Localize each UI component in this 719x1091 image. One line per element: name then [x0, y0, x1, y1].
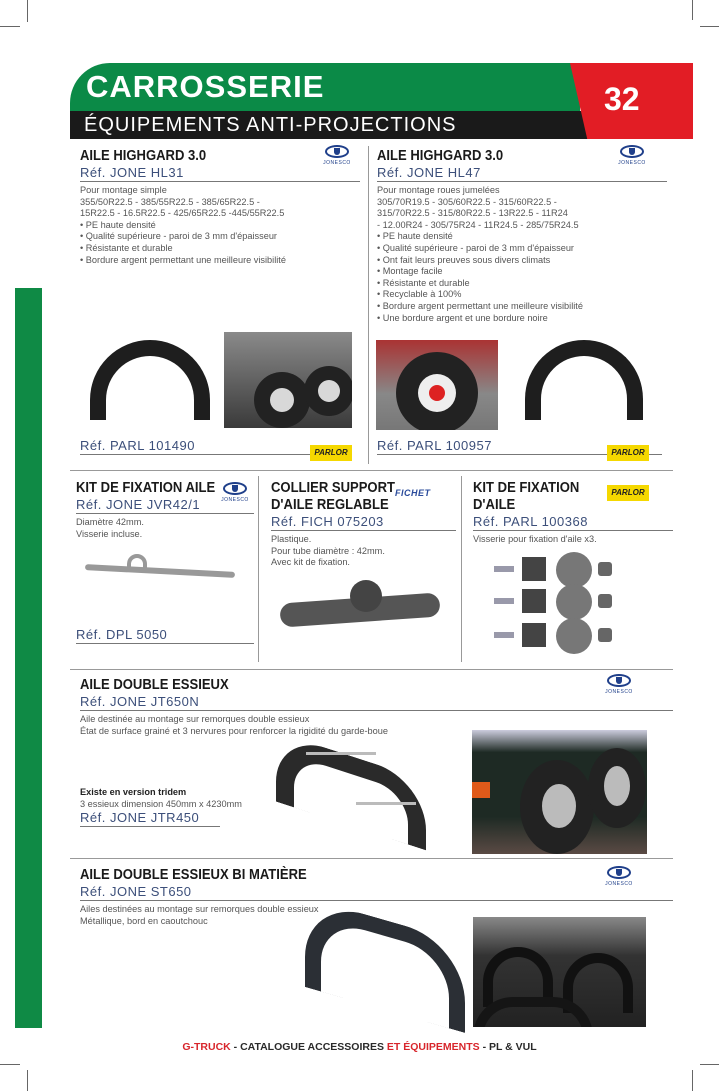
column-divider: [368, 146, 369, 464]
factory-fenders-photo: [473, 917, 646, 1027]
footer-text: - PL & VUL: [479, 1041, 537, 1053]
crop-mark: [692, 0, 693, 20]
product-description: Plastique. Pour tube diamètre : 42mm. Avec kit de fixation.: [271, 534, 385, 568]
product-description: Visserie pour fixation d'aile x3.: [473, 534, 597, 544]
row-divider: [70, 669, 673, 670]
alt-product-ref: Réf. PARL 101490: [80, 438, 350, 455]
trailer-fender-photo: [472, 730, 647, 854]
hardware-kit-image: [494, 552, 604, 658]
variant-title: Existe en version tridem: [80, 787, 187, 797]
section-title: CARROSSERIE: [86, 69, 325, 104]
row-divider: [70, 858, 673, 859]
alt-product-ref: Réf. PARL 100957: [377, 438, 662, 455]
jonesco-logo: JONESCO: [216, 482, 254, 506]
crop-mark: [27, 0, 28, 22]
product-description: Ailes destinées au montage sur remorques double essieux Métallique, bord en caoutchouc: [80, 904, 319, 926]
parlor-logo: PARLOR: [310, 445, 352, 461]
product-title: D'AILE REGLABLE: [271, 497, 389, 513]
product-title: AILE DOUBLE ESSIEUX: [80, 677, 229, 693]
crop-mark: [692, 1070, 693, 1091]
footer-text: - CATALOGUE ACCESSOIRES: [230, 1041, 387, 1053]
alt-ref-row: [76, 627, 254, 644]
fender-image: [90, 340, 210, 420]
page-header: [70, 63, 693, 139]
jonesco-logo: JONESCO: [600, 674, 638, 698]
product-ref: Réf. JONE JVR42/1: [76, 497, 254, 514]
product-ref: Réf. JONE JT650N: [80, 694, 673, 711]
product-description: Pour montage roues jumelées 305/70R19.5 - 305/60R22.5 - 315/60R22.5 - 315/70R22.5 - 315/80R22.5 - 13R22.5 - 11R24 - 12.00R24 - 305/75R24 - 11R24.5 - 285/75R24.5 • PE haute densité • Qualité supérieure - paroi de 3 mm d'épaisseur • Ont fait leurs preuves sous divers climats • Montage facile • Résistante et durable • Recyclable à 100% • Bordure argent permettant une meilleure visibilité • Une bordure argent et une bordure noire: [377, 185, 583, 323]
crop-mark: [0, 1064, 20, 1065]
jonesco-logo: JONESCO: [600, 866, 638, 890]
variant-description: 3 essieux dimension 450mm x 4230mm: [80, 798, 242, 809]
product-ref: Réf. JONE ST650: [80, 884, 673, 901]
product-ref: Réf. JONE HL47: [377, 165, 667, 182]
product-description: Diamètre 42mm. Visserie incluse.: [76, 517, 144, 539]
fichet-logo: FICHET: [395, 488, 431, 498]
red-truck-wheel-photo: [376, 340, 498, 430]
crop-mark: [700, 1064, 719, 1065]
parlor-logo: PARLOR: [607, 485, 649, 501]
footer-highlight: ET ÉQUIPEMENTS: [386, 1041, 480, 1053]
footer-brand: G-TRUCK: [182, 1041, 231, 1053]
product-title: AILE HIGHGARD 3.0: [377, 148, 504, 164]
page-footer: [0, 1041, 719, 1053]
product-description: Pour montage simple 355/50R22.5 - 385/55R22.5 - 385/65R22.5 - 15R22.5 - 16.5R22.5 - 425/65R22.5 -445/55R22.5 • PE haute densité • Qualité supérieure - paroi de 3 mm d'épaisseur • Résistante et durable • Bordure argent permettant une meilleure visibilité: [80, 185, 286, 265]
parlor-logo: PARLOR: [607, 445, 649, 461]
alt-product-ref: Réf. DPL 5050: [76, 627, 254, 644]
fender-image: [525, 340, 643, 420]
tridem-variant: [80, 787, 242, 827]
crop-mark: [700, 26, 719, 27]
variant-ref: Réf. JONE JTR450: [80, 810, 220, 827]
row-divider: [70, 470, 673, 471]
product-title: D'AILE: [473, 497, 516, 513]
jonesco-logo: JONESCO: [613, 145, 651, 169]
double-axle-fender-image: [276, 746, 426, 846]
page-number: 32: [604, 81, 640, 117]
jonesco-logo: JONESCO: [318, 145, 356, 169]
product-ref: Réf. JONE HL31: [80, 165, 360, 182]
fixation-bracket-image: [85, 560, 235, 584]
crop-mark: [0, 26, 20, 27]
bi-material-fender-image: [305, 920, 465, 1020]
crop-mark: [27, 1070, 28, 1091]
product-title: COLLIER SUPPORT: [271, 480, 395, 496]
collar-support-image: [280, 580, 440, 630]
column-divider: [258, 476, 259, 662]
truck-wheel-photo: [224, 332, 352, 428]
product-title: KIT DE FIXATION: [473, 480, 580, 496]
product-title: AILE DOUBLE ESSIEUX BI MATIÈRE: [80, 867, 307, 883]
product-ref: Réf. FICH 075203: [271, 514, 456, 531]
column-divider: [461, 476, 462, 662]
section-subtitle: ÉQUIPEMENTS ANTI-PROJECTIONS: [84, 114, 457, 136]
product-title: AILE HIGHGARD 3.0: [80, 148, 207, 164]
product-description: Aile destinée au montage sur remorques double essieux État de surface grainé et 3 nervures pour renforcer la rigidité du garde-boue: [80, 714, 388, 736]
section-side-bar: [15, 288, 42, 1028]
product-jt650n: [80, 677, 673, 737]
product-title: KIT DE FIXATION AILE: [76, 480, 216, 496]
product-hl47: [377, 148, 667, 324]
product-ref: Réf. PARL 100368: [473, 514, 673, 531]
